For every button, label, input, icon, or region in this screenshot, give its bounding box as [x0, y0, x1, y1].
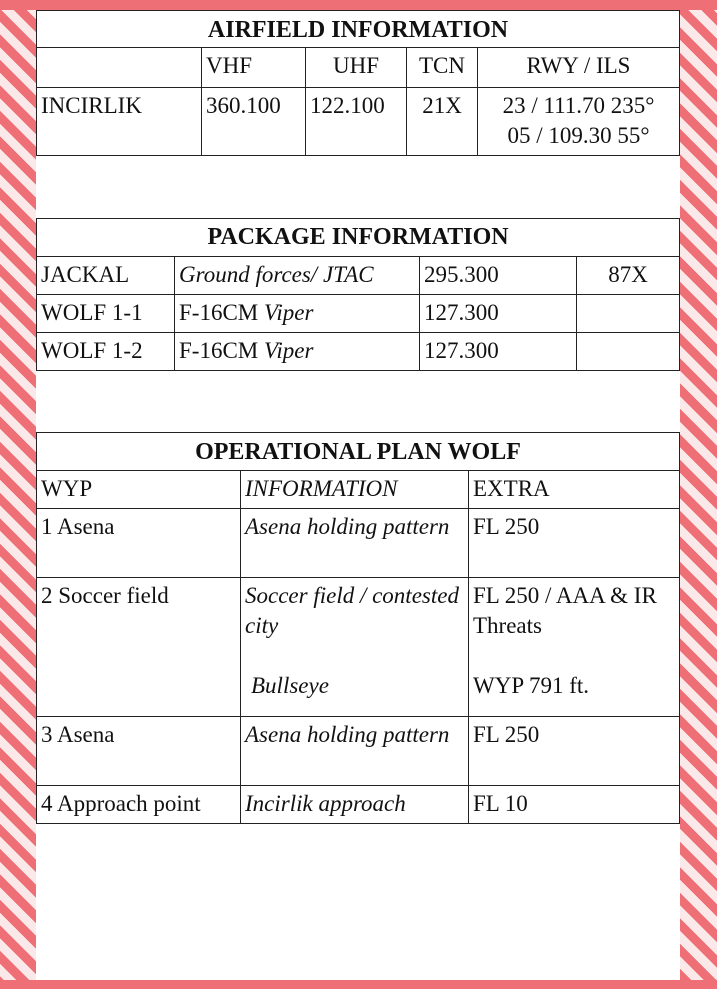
plan-extra: FL 250	[469, 509, 680, 578]
plan-header-information: INFORMATION	[241, 471, 469, 509]
plan-header-wyp: WYP	[37, 471, 241, 509]
operational-plan-table	[36, 432, 680, 824]
airfield-header-vhf: VHF	[202, 48, 306, 88]
airfield-information-table	[36, 10, 680, 156]
package-type	[175, 295, 420, 333]
plan-waypoint: 1 Asena	[37, 509, 241, 578]
plan-table-title: OPERATIONAL PLAN WOLF	[37, 433, 680, 471]
plan-extra: FL 10	[469, 786, 680, 824]
plan-row-1	[37, 509, 680, 578]
plan-information: Incirlik approach	[241, 786, 469, 824]
plan-extra	[469, 578, 680, 717]
package-callsign: JACKAL	[37, 257, 175, 295]
airfield-tcn: 21X	[407, 88, 478, 156]
airfield-rwy-ils	[478, 88, 680, 156]
package-table-title: PACKAGE INFORMATION	[37, 219, 680, 257]
plan-extra-elevation: WYP 791 ft.	[473, 673, 590, 698]
package-type: Ground forces/ JTAC	[175, 257, 420, 295]
plan-extra-main: FL 250 / AAA & IR Threats	[473, 583, 657, 638]
package-type-prefix: F-16CM	[179, 300, 259, 325]
package-row-wolf-1-1	[37, 295, 680, 333]
package-type-prefix: F-16CM	[179, 338, 259, 363]
airfield-header-rwy-ils: RWY / ILS	[478, 48, 680, 88]
bottom-stripe-bar	[0, 980, 717, 989]
package-frequency: 127.300	[420, 333, 577, 371]
plan-waypoint: 3 Asena	[37, 717, 241, 786]
plan-extra: FL 250	[469, 717, 680, 786]
plan-row-2	[37, 578, 680, 717]
rwy-ils-line-1: 23 / 111.70 235°	[502, 93, 655, 118]
plan-waypoint: 2 Soccer field	[37, 578, 241, 717]
plan-information: Asena holding pattern	[241, 509, 469, 578]
airfield-header-tcn: TCN	[407, 48, 478, 88]
package-information-table	[36, 218, 680, 371]
package-tacan: 87X	[577, 257, 680, 295]
package-row-wolf-1-2	[37, 333, 680, 371]
airfield-name: INCIRLIK	[37, 88, 202, 156]
package-type-name: Viper	[264, 338, 314, 363]
top-stripe-bar	[0, 0, 717, 10]
package-callsign: WOLF 1-1	[37, 295, 175, 333]
package-callsign: WOLF 1-2	[37, 333, 175, 371]
package-row-jackal	[37, 257, 680, 295]
plan-waypoint: 4 Approach point	[37, 786, 241, 824]
package-type	[175, 333, 420, 371]
airfield-table-title: AIRFIELD INFORMATION	[37, 11, 680, 48]
plan-information: Asena holding pattern	[241, 717, 469, 786]
airfield-uhf: 122.100	[306, 88, 407, 156]
airfield-header-blank	[37, 48, 202, 88]
package-frequency: 295.300	[420, 257, 577, 295]
plan-row-4	[37, 786, 680, 824]
rwy-ils-line-2: 05 / 109.30 55°	[507, 123, 650, 148]
plan-header-extra: EXTRA	[469, 471, 680, 509]
package-type-name: Viper	[264, 300, 314, 325]
kneeboard-page	[36, 10, 680, 980]
plan-information	[241, 578, 469, 717]
airfield-header-uhf: UHF	[306, 48, 407, 88]
plan-row-3	[37, 717, 680, 786]
package-tacan	[577, 333, 680, 371]
package-tacan	[577, 295, 680, 333]
airfield-vhf: 360.100	[202, 88, 306, 156]
plan-information-main: Soccer field / contested city	[245, 583, 459, 638]
plan-information-bullseye: Bullseye	[251, 673, 329, 698]
package-frequency: 127.300	[420, 295, 577, 333]
